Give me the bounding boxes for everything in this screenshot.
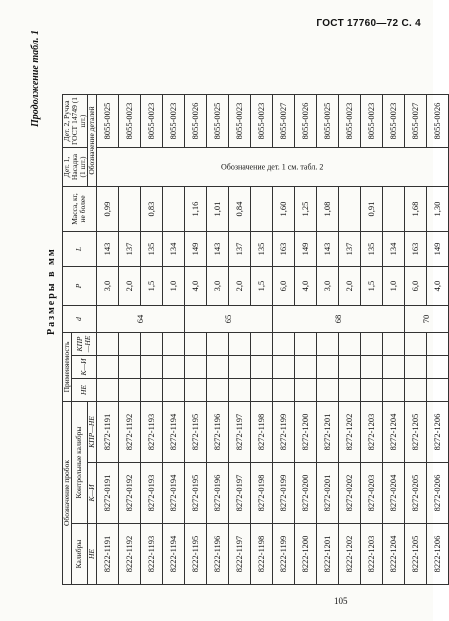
cell-kn: 8272-0205 bbox=[404, 463, 426, 524]
cell-mass: 1,16 bbox=[184, 187, 206, 232]
cell-ne: 8222-1203 bbox=[360, 524, 382, 585]
sizes-caption: Размеры в мм bbox=[46, 247, 57, 335]
cell-mass: 1,08 bbox=[316, 187, 338, 232]
cell-det2: 8055-0023 bbox=[228, 95, 250, 148]
cell-mass: 1,01 bbox=[206, 187, 228, 232]
cell-det2: 8055-0025 bbox=[206, 95, 228, 148]
col-d: d bbox=[63, 306, 97, 333]
cell-kn: 8272-0202 bbox=[338, 463, 360, 524]
cell-appl-kn bbox=[316, 356, 338, 379]
cell-appl-kprne bbox=[206, 333, 228, 356]
cell-kn: 8272-0193 bbox=[140, 463, 162, 524]
cell-kn: 8272-0192 bbox=[118, 463, 140, 524]
cell-kn: 8272-0198 bbox=[250, 463, 272, 524]
cell-appl-ne bbox=[184, 379, 206, 402]
cell-appl-kprne bbox=[228, 333, 250, 356]
cell-kprne: 8272-1193 bbox=[140, 402, 162, 463]
cell-l: 135 bbox=[250, 232, 272, 267]
cell-kn: 8272-0201 bbox=[316, 463, 338, 524]
cell-ne: 8222-1194 bbox=[162, 524, 184, 585]
cell-appl-kprne bbox=[294, 333, 316, 356]
cell-det2: 8055-0027 bbox=[272, 95, 294, 148]
cell-p: 6,0 bbox=[404, 267, 426, 306]
cell-det2: 8055-0026 bbox=[426, 95, 448, 148]
cell-det2: 8055-0023 bbox=[118, 95, 140, 148]
cell-l: 143 bbox=[96, 232, 118, 267]
cell-kn: 8272-0199 bbox=[272, 463, 294, 524]
cell-ne: 8222-1206 bbox=[426, 524, 448, 585]
cell-det2: 8055-0023 bbox=[360, 95, 382, 148]
col-det1: Дет. 1, Насадка (1 шт.) bbox=[63, 148, 88, 187]
cell-kn: 8272-0197 bbox=[228, 463, 250, 524]
cell-kprne: 8272-1197 bbox=[228, 402, 250, 463]
cell-mass: 0,99 bbox=[96, 187, 118, 232]
cell-appl-kprne bbox=[184, 333, 206, 356]
cell-appl-kprne bbox=[338, 333, 360, 356]
cell-appl-ne bbox=[140, 379, 162, 402]
cell-l: 143 bbox=[316, 232, 338, 267]
cell-mass: 1,68 bbox=[404, 187, 426, 232]
cell-kn: 8272-0200 bbox=[294, 463, 316, 524]
cell-appl-kprne bbox=[250, 333, 272, 356]
cell-l: 149 bbox=[294, 232, 316, 267]
cell-l: 134 bbox=[382, 232, 404, 267]
cell-ne: 8222-1196 bbox=[206, 524, 228, 585]
col-ne: НЕ bbox=[87, 524, 96, 585]
col-group-primenyaemost: Применяемость bbox=[63, 333, 72, 402]
cell-appl-kn bbox=[206, 356, 228, 379]
cell-p: 2,0 bbox=[338, 267, 360, 306]
page-header: ГОСТ 17760—72 С. 4 bbox=[316, 18, 421, 29]
cell-appl-ne bbox=[294, 379, 316, 402]
col-mass: Масса, кг, не более bbox=[63, 187, 97, 232]
cell-d: 68 bbox=[272, 306, 404, 333]
cell-kprne: 8272-1194 bbox=[162, 402, 184, 463]
cell-appl-kn bbox=[338, 356, 360, 379]
cell-kprne: 8272-1205 bbox=[404, 402, 426, 463]
col-kprne: КПР—НЕ bbox=[87, 402, 96, 463]
cell-d: 64 bbox=[96, 306, 184, 333]
cell-appl-kprne bbox=[382, 333, 404, 356]
cell-det2: 8055-0023 bbox=[250, 95, 272, 148]
cell-kprne: 8272-1199 bbox=[272, 402, 294, 463]
cell-l: 137 bbox=[118, 232, 140, 267]
cell-det2: 8055-0023 bbox=[162, 95, 184, 148]
cell-kn: 8272-0194 bbox=[162, 463, 184, 524]
cell-mass: 1,60 bbox=[272, 187, 294, 232]
cell-appl-ne bbox=[118, 379, 140, 402]
cell-ne: 8222-1205 bbox=[404, 524, 426, 585]
col-kn: К—И bbox=[87, 463, 96, 524]
cell-appl-kn bbox=[404, 356, 426, 379]
cell-mass bbox=[382, 187, 404, 232]
cell-l: 143 bbox=[206, 232, 228, 267]
cell-p: 2,0 bbox=[228, 267, 250, 306]
cell-appl-kn bbox=[250, 356, 272, 379]
cell-l: 135 bbox=[140, 232, 162, 267]
cell-det2: 8055-0025 bbox=[96, 95, 118, 148]
cell-p: 3,0 bbox=[316, 267, 338, 306]
cell-appl-ne bbox=[316, 379, 338, 402]
cell-kn: 8272-0204 bbox=[382, 463, 404, 524]
cell-p: 1,5 bbox=[360, 267, 382, 306]
cell-p: 1,5 bbox=[250, 267, 272, 306]
cell-det1-note: Обозначение дет. 1 см. табл. 2 bbox=[96, 148, 448, 187]
cell-appl-kn bbox=[426, 356, 448, 379]
cell-l: 137 bbox=[338, 232, 360, 267]
cell-ne: 8222-1201 bbox=[316, 524, 338, 585]
cell-kprne: 8272-1191 bbox=[96, 402, 118, 463]
cell-kn: 8272-0191 bbox=[96, 463, 118, 524]
cell-appl-kprne bbox=[404, 333, 426, 356]
cell-ne: 8222-1195 bbox=[184, 524, 206, 585]
col-appl-ne: НЕ bbox=[71, 379, 96, 402]
cell-mass bbox=[338, 187, 360, 232]
col-l: L bbox=[63, 232, 97, 267]
cell-mass bbox=[250, 187, 272, 232]
col-appl-kn: К—И bbox=[71, 356, 96, 379]
gauge-table bbox=[62, 94, 449, 585]
cell-appl-kn bbox=[96, 356, 118, 379]
cell-appl-ne bbox=[272, 379, 294, 402]
col-det2: Дет. 2, Ручка ГОСТ 14749 (1 шт.) bbox=[63, 95, 88, 148]
cell-appl-kn bbox=[184, 356, 206, 379]
cell-p: 3,0 bbox=[96, 267, 118, 306]
cell-kn: 8272-0206 bbox=[426, 463, 448, 524]
cell-appl-ne bbox=[250, 379, 272, 402]
cell-appl-ne bbox=[96, 379, 118, 402]
cell-appl-ne bbox=[338, 379, 360, 402]
rotated-table-block bbox=[30, 30, 442, 585]
cell-appl-ne bbox=[206, 379, 228, 402]
cell-appl-kprne bbox=[162, 333, 184, 356]
cell-kprne: 8272-1202 bbox=[338, 402, 360, 463]
col-p: P bbox=[63, 267, 97, 306]
cell-ne: 8222-1199 bbox=[272, 524, 294, 585]
cell-p: 6,0 bbox=[272, 267, 294, 306]
cell-ne: 8222-1204 bbox=[382, 524, 404, 585]
cell-ne: 8222-1198 bbox=[250, 524, 272, 585]
cell-appl-kprne bbox=[272, 333, 294, 356]
cell-kn: 8272-0203 bbox=[360, 463, 382, 524]
col-group-oboznachenie: Обозначение пробок bbox=[63, 402, 72, 585]
cell-mass bbox=[162, 187, 184, 232]
cell-appl-kprne bbox=[140, 333, 162, 356]
cell-l: 163 bbox=[404, 232, 426, 267]
cell-appl-kn bbox=[360, 356, 382, 379]
cell-mass bbox=[118, 187, 140, 232]
cell-kprne: 8272-1206 bbox=[426, 402, 448, 463]
cell-appl-kn bbox=[140, 356, 162, 379]
cell-appl-ne bbox=[228, 379, 250, 402]
cell-kprne: 8272-1196 bbox=[206, 402, 228, 463]
cell-det2: 8055-0026 bbox=[184, 95, 206, 148]
cell-appl-kprne bbox=[360, 333, 382, 356]
cell-appl-kn bbox=[228, 356, 250, 379]
cell-appl-ne bbox=[382, 379, 404, 402]
page-number: 105 bbox=[334, 596, 348, 606]
cell-kn: 8272-0196 bbox=[206, 463, 228, 524]
cell-kn: 8272-0195 bbox=[184, 463, 206, 524]
cell-p: 4,0 bbox=[426, 267, 448, 306]
cell-appl-ne bbox=[404, 379, 426, 402]
cell-appl-ne bbox=[426, 379, 448, 402]
cell-ne: 8222-1193 bbox=[140, 524, 162, 585]
cell-mass: 0,83 bbox=[140, 187, 162, 232]
cell-p: 3,0 bbox=[206, 267, 228, 306]
cell-det2: 8055-0025 bbox=[316, 95, 338, 148]
cell-appl-kn bbox=[272, 356, 294, 379]
cell-mass: 0,84 bbox=[228, 187, 250, 232]
cell-l: 137 bbox=[228, 232, 250, 267]
cell-appl-kprne bbox=[96, 333, 118, 356]
cell-l: 134 bbox=[162, 232, 184, 267]
cell-det2: 8055-0026 bbox=[294, 95, 316, 148]
cell-p: 1,0 bbox=[382, 267, 404, 306]
cell-kprne: 8272-1200 bbox=[294, 402, 316, 463]
cell-kprne: 8272-1204 bbox=[382, 402, 404, 463]
cell-mass: 1,30 bbox=[426, 187, 448, 232]
cell-det2: 8055-0023 bbox=[140, 95, 162, 148]
cell-kprne: 8272-1192 bbox=[118, 402, 140, 463]
cell-p: 1,0 bbox=[162, 267, 184, 306]
col-appl-kprne: КПР—НЕ bbox=[71, 333, 96, 356]
cell-det2: 8055-0023 bbox=[338, 95, 360, 148]
cell-ne: 8222-1192 bbox=[118, 524, 140, 585]
col-kalibry: Калибры bbox=[71, 524, 87, 585]
cell-ne: 8222-1202 bbox=[338, 524, 360, 585]
table-continuation-caption: Продолжение табл. 1 bbox=[30, 30, 41, 128]
cell-d: 65 bbox=[184, 306, 272, 333]
cell-appl-ne bbox=[360, 379, 382, 402]
cell-p: 2,0 bbox=[118, 267, 140, 306]
cell-appl-kn bbox=[162, 356, 184, 379]
cell-appl-kprne bbox=[118, 333, 140, 356]
cell-appl-kn bbox=[294, 356, 316, 379]
cell-l: 163 bbox=[272, 232, 294, 267]
cell-p: 4,0 bbox=[184, 267, 206, 306]
col-oboz-detalei: Обозначение деталей bbox=[87, 95, 96, 187]
cell-mass: 0,91 bbox=[360, 187, 382, 232]
table-row bbox=[96, 95, 118, 585]
cell-l: 149 bbox=[426, 232, 448, 267]
cell-kprne: 8272-1203 bbox=[360, 402, 382, 463]
cell-kprne: 8272-1201 bbox=[316, 402, 338, 463]
cell-appl-kprne bbox=[426, 333, 448, 356]
cell-kprne: 8272-1195 bbox=[184, 402, 206, 463]
cell-ne: 8222-1200 bbox=[294, 524, 316, 585]
cell-p: 4,0 bbox=[294, 267, 316, 306]
cell-appl-kn bbox=[382, 356, 404, 379]
cell-mass: 1,25 bbox=[294, 187, 316, 232]
cell-det2: 8055-0023 bbox=[382, 95, 404, 148]
cell-d: 70 bbox=[404, 306, 448, 333]
cell-l: 135 bbox=[360, 232, 382, 267]
cell-kprne: 8272-1198 bbox=[250, 402, 272, 463]
cell-ne: 8222-1191 bbox=[96, 524, 118, 585]
cell-l: 149 bbox=[184, 232, 206, 267]
cell-appl-kprne bbox=[316, 333, 338, 356]
cell-ne: 8222-1197 bbox=[228, 524, 250, 585]
cell-p: 1,5 bbox=[140, 267, 162, 306]
col-kontrolnye: Контрольные калибры bbox=[71, 402, 87, 524]
cell-appl-ne bbox=[162, 379, 184, 402]
cell-appl-kn bbox=[118, 356, 140, 379]
cell-det2: 8055-0027 bbox=[404, 95, 426, 148]
